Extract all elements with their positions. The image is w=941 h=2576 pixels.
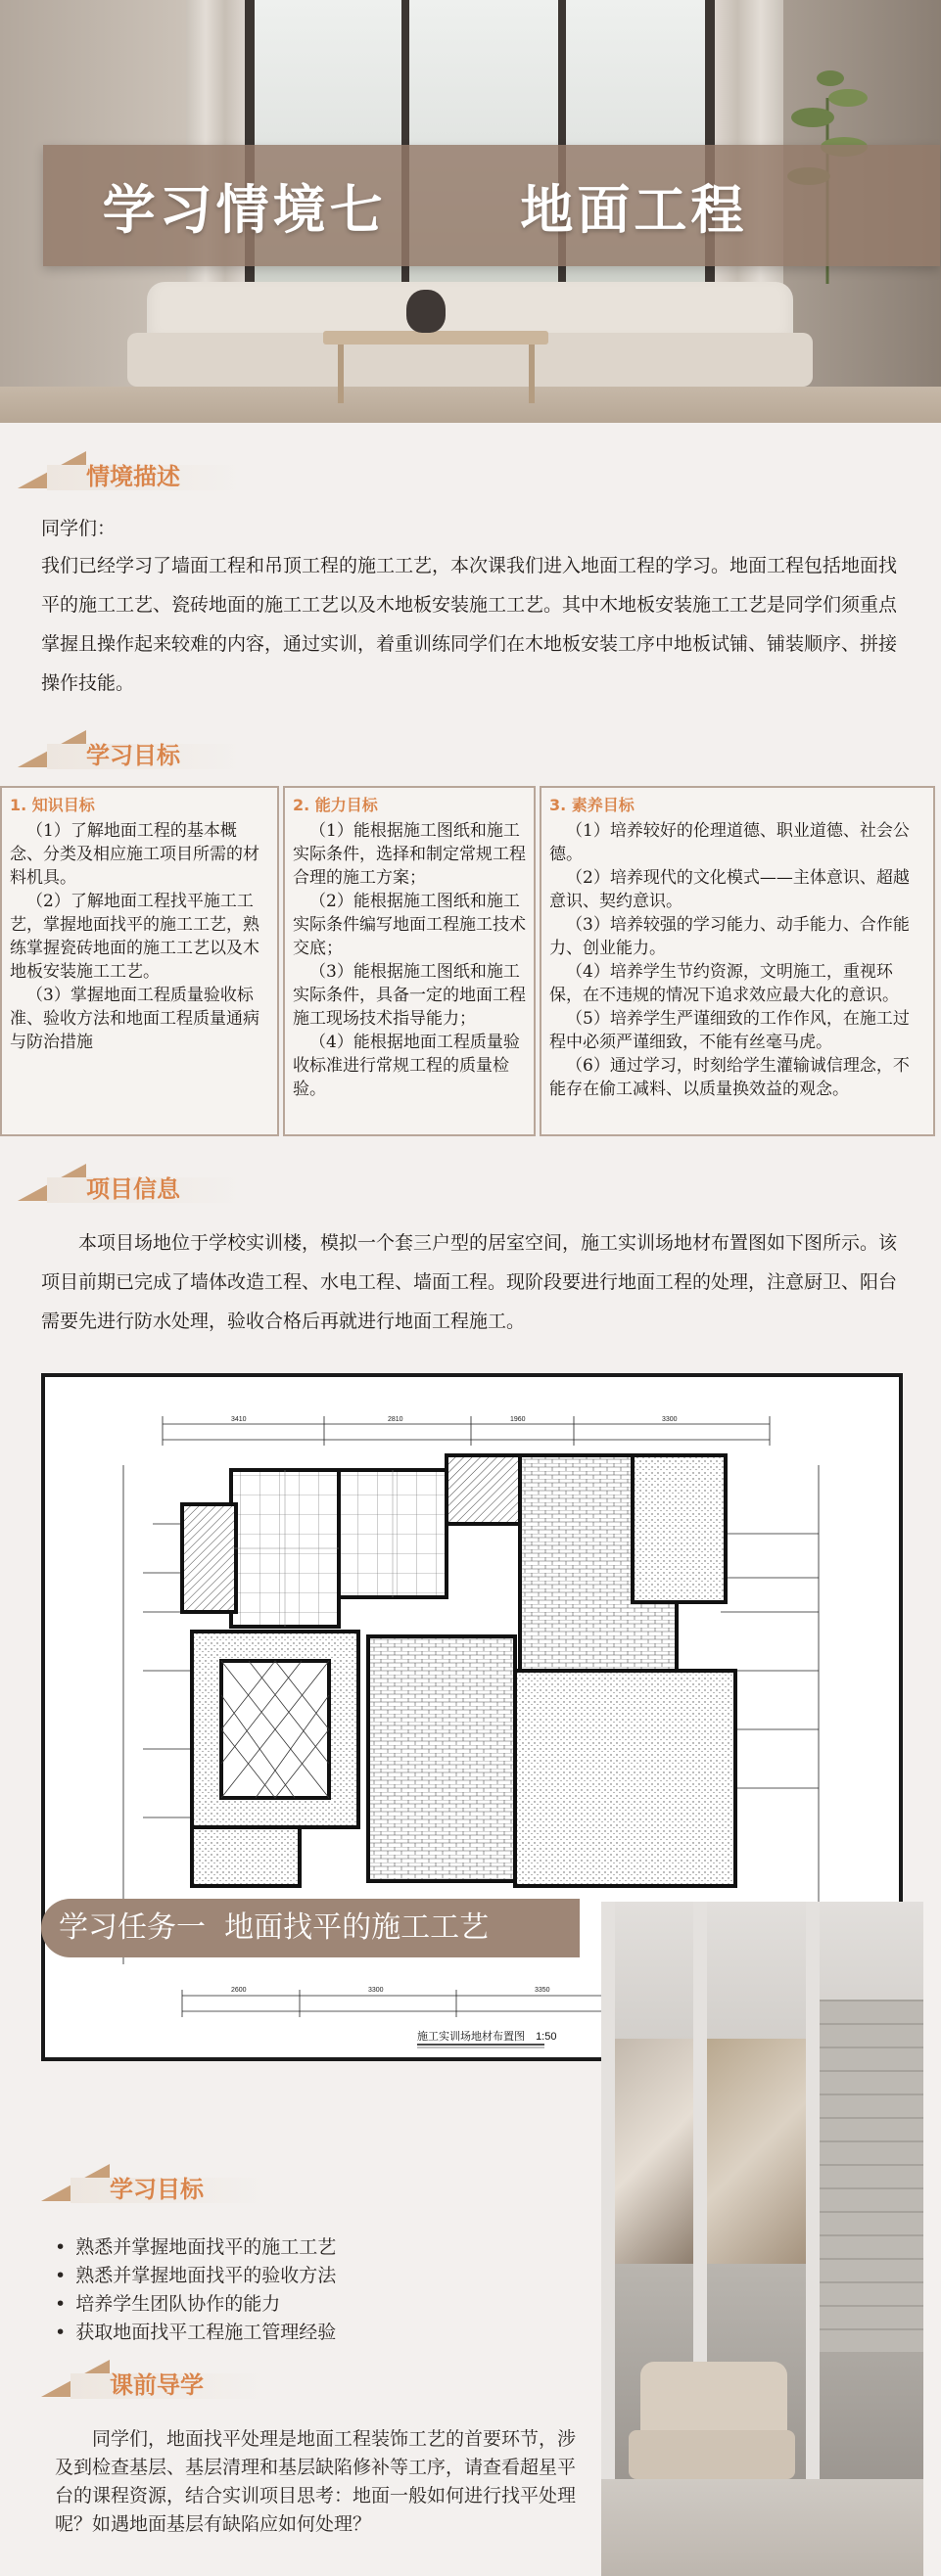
- list-item: • 获取地面找平工程施工管理经验: [55, 2319, 336, 2347]
- list-item: • 熟悉并掌握地面找平的验收方法: [55, 2262, 336, 2290]
- goal-item: （1）能根据施工图纸和施工实际条件，选择和制定常规工程合理的施工方案；: [293, 821, 526, 888]
- pre-guide-body: 同学们，地面找平处理是地面工程装饰工艺的首要环节，涉及到检查基层、基层清理和基层缺陷修补等工序，请查看超星平台的课程资源，结合实训项目思考：地面一般如何进行找平处理呢？如遇地面基层有缺陷应如何处理？: [55, 2428, 577, 2535]
- interior-photo: [601, 1902, 923, 2576]
- goal-item: （3）掌握地面工程质量验收标准、验收方法和地面工程质量通病与防治措施: [10, 986, 259, 1052]
- goal-item: （6）通过学习，时刻给学生灌输诚信理念，不能存在偷工减料、以质量换效益的观念。: [549, 1056, 910, 1099]
- goal-item: （5）培养学生严谨细致的工作作风，在施工过程中必须严谨细致，不能有丝毫马虎。: [549, 1009, 910, 1052]
- svg-text:3300: 3300: [368, 1987, 384, 1994]
- goal-item: （1）培养较好的伦理道德、职业道德、社会公德。: [549, 821, 910, 864]
- quality-goals-box: [540, 786, 935, 1136]
- svg-text:3350: 3350: [535, 1987, 550, 1994]
- section-header-project: [18, 1158, 292, 1207]
- plan-scale: 1:50: [536, 2031, 557, 2043]
- title-banner: [43, 145, 940, 266]
- section-header-task-goals: [41, 2158, 315, 2207]
- goal-heading: 3. 素养目标: [549, 796, 635, 814]
- svg-text:3410: 3410: [231, 1416, 247, 1423]
- goal-item: （1）了解地面工程的基本概念、分类及相应施工项目所需的材料机具。: [10, 821, 259, 888]
- goal-item: （2）能根据施工图纸和施工实际条件编写地面工程施工技术交底；: [293, 892, 526, 958]
- section-title: 课前导学: [110, 2371, 204, 2399]
- goal-heading: 2. 能力目标: [293, 796, 378, 814]
- section-title: 学习目标: [86, 742, 180, 769]
- list-item: • 熟悉并掌握地面找平的施工工艺: [55, 2233, 336, 2262]
- goal-item: （4）能根据地面工程质量验收标准进行常规工程的质量检验。: [293, 1033, 520, 1099]
- ability-goals-box: [283, 786, 536, 1136]
- knowledge-goals-box: [0, 786, 279, 1136]
- svg-text:2810: 2810: [388, 1416, 403, 1423]
- task-title-banner: 学习任务一 地面找平的施工工艺: [41, 1899, 580, 1957]
- goal-item: （4）培养学生节约资源，文明施工，重视环保，在不违规的情况下追求效应最大化的意识。: [549, 962, 899, 1005]
- goal-item: （2）培养现代的文化模式——主体意识、超越意识、契约意识。: [549, 868, 910, 911]
- goal-heading: 1. 知识目标: [10, 796, 95, 814]
- goal-item: （3）能根据施工图纸和施工实际条件，具备一定的地面工程施工现场技术指导能力；: [293, 962, 526, 1029]
- section-title: 学习目标: [110, 2176, 204, 2203]
- hero-banner-image: [0, 0, 941, 423]
- section-title: 项目信息: [86, 1175, 180, 1203]
- section-title: 情境描述: [86, 463, 180, 490]
- section-header-goals: [18, 724, 292, 773]
- section-header-pre-guide: [41, 2354, 315, 2403]
- list-item: • 培养学生团队协作的能力: [55, 2290, 336, 2319]
- task-goals-list: [55, 2233, 336, 2347]
- plan-caption: 施工实训场地材布置图: [417, 2031, 525, 2043]
- project-body: 本项目场地位于学校实训楼，模拟一个套三户型的居室空间，施工实训场地材布置图如下图所示。该项目前期已完成了墙体改造工程、水电工程、墙面工程。现阶段要进行地面工程的处理，注意厨卫、阳台需要先进行防水处理，验收合格后再就进行地面工程施工。: [41, 1232, 898, 1332]
- svg-text:1960: 1960: [510, 1416, 526, 1423]
- scenario-body: 我们已经学习了墙面工程和吊顶工程的施工工艺，本次课我们进入地面工程的学习。地面工程包括地面找平的施工工艺、瓷砖地面的施工工艺以及木地板安装施工工艺。其中木地板安装施工工艺是同学们须重点掌握且操作起来较难的内容，通过实训，着重训练同学们在木地板安装工序中地板试铺、铺装顺序、拼接操作技能。: [41, 555, 898, 694]
- svg-text:3300: 3300: [662, 1416, 678, 1423]
- scenario-greeting: 同学们：: [41, 518, 117, 539]
- goal-item: （2）了解地面工程找平施工工艺，掌握地面找平的施工工艺，熟练掌握瓷砖地面的施工工艺以及木地板安装施工工艺。: [10, 892, 259, 982]
- goal-item: （3）培养较强的学习能力、动手能力、合作能力、创业能力。: [549, 915, 910, 958]
- section-header-scenario: [18, 445, 292, 494]
- svg-text:2600: 2600: [231, 1987, 247, 1994]
- page-title: 学习情境七 地面工程: [102, 179, 748, 241]
